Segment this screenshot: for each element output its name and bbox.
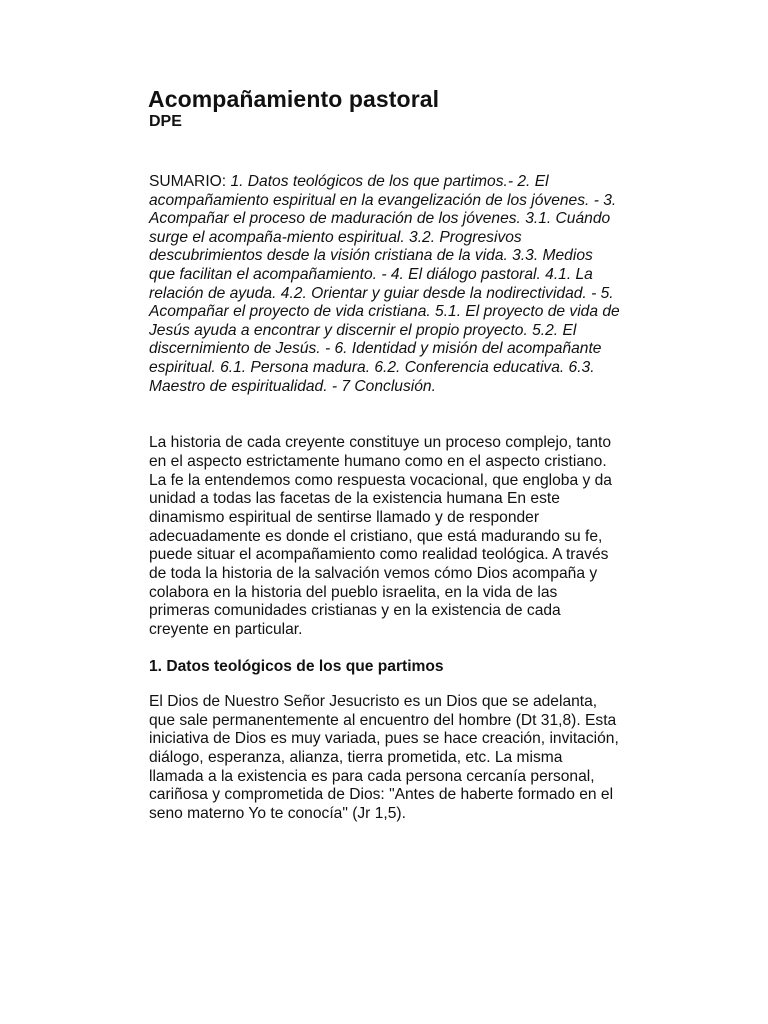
section-paragraph: El Dios de Nuestro Señor Jesucristo es un Dios que se adelanta, que sale permanentemente al encuentro del hombre (Dt 31,8). Esta iniciativa de Dios es muy variada, pues se hace creación, invitación, diálogo, esperanza, alianza, tierra prometida, etc. La misma llamada a la existencia es para cada persona cercanía personal, cariñosa y comprometida de Dios: "Antes de haberte formado en el seno materno Yo te conocía" (Jr 1,5). — [149, 692, 619, 823]
intro-paragraph: La historia de cada creyente constituye un proceso complejo, tanto en el aspecto estrictamente humano como en el aspecto cristiano. La fe la entendemos como respuesta vocacional, que engloba y da unidad a todas las facetas de la existencia humana En este dinamismo espiritual de sentirse llamado y de responder adecuadamente es donde el cristiano, que está madurando su fe, puede situar el acompañamiento como realidad teológica. A través de toda la historia de la salvación vemos cómo Dios acompaña y colabora en la historia del pueblo israelita, en la vida de las primeras comunidades cristianas y en la existencia de cada creyente en particular. — [149, 434, 612, 639]
document-title: Acompañamiento pastoral — [148, 86, 440, 112]
summary-items: 1. Datos teológicos de los que partimos.- 2. El acompañamiento espiritual en la evangelización de los jóvenes. - 3. Acompañar el proceso de maduración de los jóvenes. 3.1. Cuándo surge el acompaña-miento espiritual. 3.2. Progresivos descubrimientos desde la visión cristiana de la vida. 3.3. Medios que facilitan el acompañamiento. - 4. El diálogo pastoral. 4.1. La relación de ayuda. 4.2. Orientar y guiar desde la nodirectividad. - 5. Acompañar el proyecto de vida cristiana. 5.1. El proyecto de vida de Jesús ayuda a encontrar y discernir el propio proyecto. 5.2. El discernimiento de Jesús. - 6. Identidad y misión del acompañante espiritual. 6.1. Persona madura. 6.2. Conferencia educativa. 6.3. Maestro de espiritualidad. - 7 Conclusión. — [149, 173, 620, 395]
summary-label: SUMARIO: — [149, 173, 231, 190]
document-author: DPE — [149, 113, 182, 130]
section-heading: 1. Datos teológicos de los que partimos — [149, 657, 444, 675]
document-page — [148, 86, 620, 824]
summary-paragraph — [149, 173, 620, 396]
